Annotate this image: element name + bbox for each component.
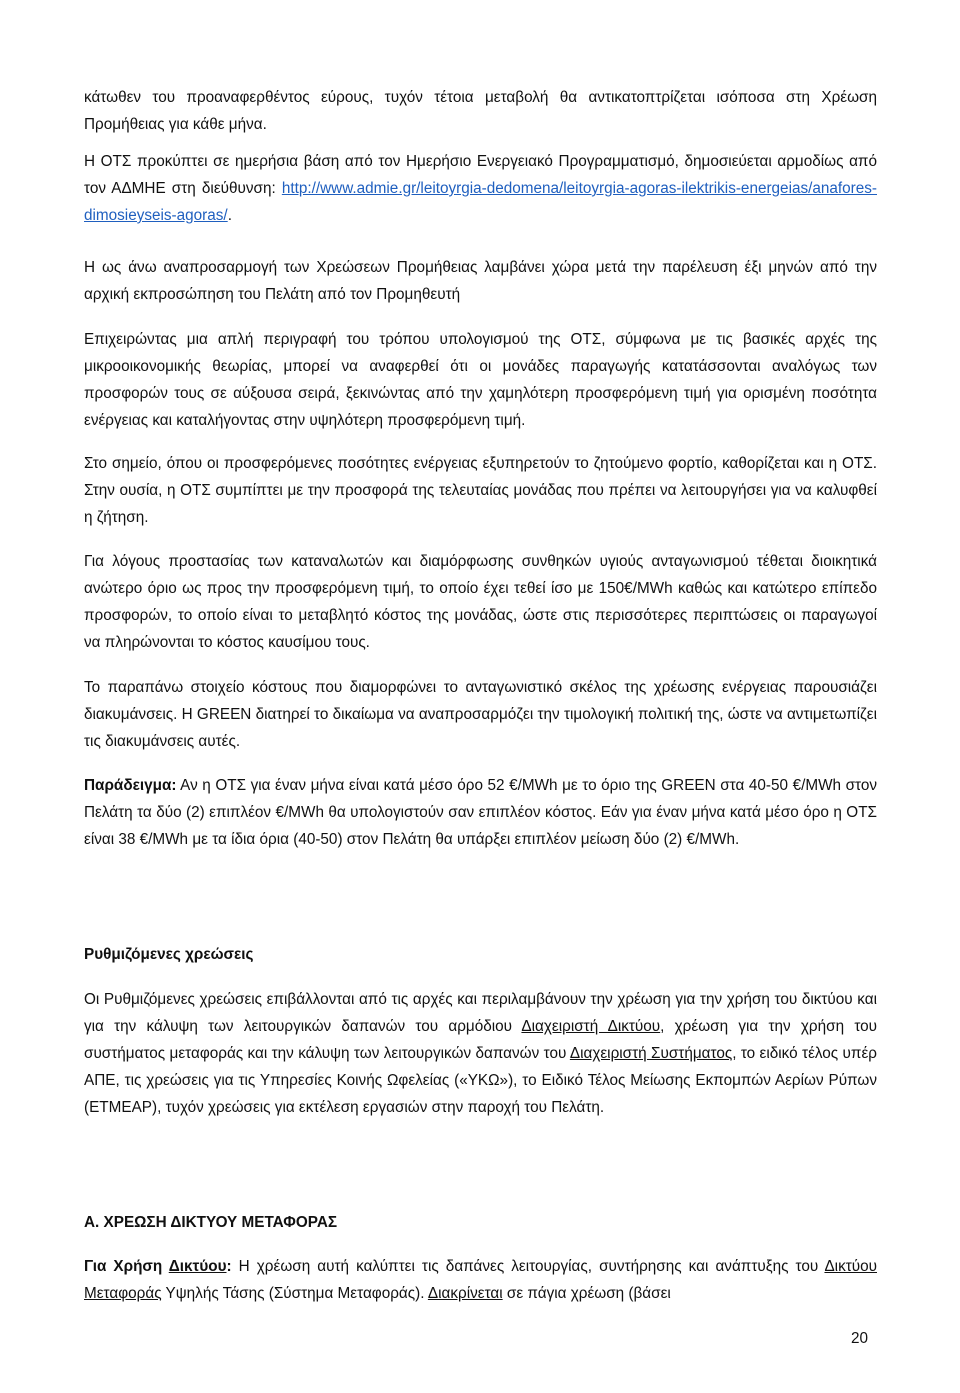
paragraph-ots-source-end: .: [227, 207, 232, 224]
paragraph-regulated-charges: [84, 986, 877, 1121]
network-use-text-1: Η χρέωση αυτή καλύπτει τις δαπάνες λειτουργίας, συντήρησης και ανάπτυξης του: [231, 1258, 825, 1275]
paragraph-example-text: Αν η ΟΤΣ για έναν μήνα είναι κατά μέσο όρο 52 €/MWh με το όριο της GREEN στα 40-50 €/MWh στον Πελάτη τα δύο (2) επιπλέον €/MWh θα υπολογιστούν σαν επιπλέον κόστος. Εάν για έναν μήνα κατά μέσο όρο η ΟΤΣ είναι 38 €/MWh με τα ίδια όρια (40-50) στον Πελάτη θα υπάρξει επιπλέον μείωση δύο (2) €/MWh.: [84, 777, 877, 848]
network-use-label-b: Δικτύου: [168, 1258, 227, 1275]
paragraph-1-text: κάτωθεν του προαναφερθέντος εύρους, τυχόν τέτοια μεταβολή θα αντικατοπτρίζεται ισόποσα στη Χρέωση Προμήθειας για κάθε μήνα.: [84, 89, 877, 133]
paragraph-1: [84, 84, 877, 138]
paragraph-ots-description: [84, 326, 877, 434]
regulated-text-2: , χρέωση για την χρήση του συστήματος μεταφοράς και την κάλυψη των λειτουργικών δαπανών του: [84, 1018, 878, 1062]
example-label: Παράδειγμα:: [84, 777, 177, 794]
transmission-network-term: Δικτύου Μεταφοράς: [84, 1258, 877, 1302]
paragraph-example: [84, 772, 877, 853]
system-operator-term: Διαχειριστή Συστήματος: [569, 1045, 733, 1062]
paragraph-ots-description-text: Επιχειρώντας μια απλή περιγραφή του τρόπου υπολογισμού της ΟΤΣ, σύμφωνα με τις βασικές αρχές της μικροοικονομικής θεωρίας, μπορεί να αναφερθεί ότι οι μονάδες παραγωγής κατατάσσονται αναλόγως των προσφορών τους σε αύξουσα σειρά, ξεκινώντας από την χαμηλότερη προσφερόμενη τιμή για ορισμένη ποσότητα ενέργειας και καταλήγοντας στην υψηλότερη προσφερόμενη τιμή.: [84, 331, 877, 429]
paragraph-consumer-protection: [84, 548, 877, 656]
paragraph-cost-element-text: Το παραπάνω στοιχείο κόστους που διαμορφώνει το ανταγωνιστικό σκέλος της χρέωσης ενέργειας παρουσιάζει διακυμάνσεις. Η GREEN διατηρεί το δικαίωμα να αναπροσαρμόζει την τιμολογική πολιτική της, ώστε να αντιμετωπίζει τις διακυμάνσεις αυτές.: [84, 679, 877, 750]
regulated-text-1: Οι Ρυθμιζόμενες χρεώσεις επιβάλλονται από τις αρχές και περιλαμβάνουν την χρέωση για την χρήση του δικτύου και για την κάλυψη των λειτουργικών δαπανών του αρμόδιου: [84, 991, 877, 1035]
heading-transmission-network-charge: Α. ΧΡΕΩΣΗ ΔΙΚΤΥΟΥ ΜΕΤΑΦΟΡΑΣ: [84, 1214, 338, 1231]
paragraph-cost-element: [84, 674, 877, 755]
network-use-text-3: σε πάγια χρέωση (βάσει: [502, 1285, 671, 1302]
paragraph-adjustment-text: Η ως άνω αναπροσαρμογή των Χρεώσεων Προμήθειας λαμβάνει χώρα μετά την παρέλευση έξι μηνών από την αρχική εκπροσώπηση του Πελάτη από τον Προμηθευτή: [84, 259, 877, 303]
page-number: 20: [851, 1330, 869, 1347]
paragraph-ots-source: [84, 148, 877, 229]
network-use-label-a: Για Χρήση: [84, 1258, 169, 1275]
paragraph-consumer-protection-text: Για λόγους προστασίας των καταναλωτών και διαμόρφωσης συνθηκών υγιούς ανταγωνισμού τέθεται διοικητικά ανώτερο όριο ως προς την προσφερόμενη τιμή, το οποίο έχει τεθεί ίσο με 150€/MWh καθώς και κατώτερο επίπεδο προσφορών, το οποίο είναι το μεταβλητό κόστος της μονάδας, ώστε στις περισσότερες περιπτώσεις οι παραγωγοί να πληρώνονται το κόστος καυσίμου τους.: [84, 553, 877, 651]
paragraph-ots-point-text: Στο σημείο, όπου οι προσφερόμενες ποσότητες ενέργειας εξυπηρετούν το ζητούμενο φορτίο, καθορίζεται και η ΟΤΣ. Στην ουσία, η ΟΤΣ συμπίπτει με την προσφορά της τελευταίας μονάδας που πρέπει να λειτουργήσει για να καλυφθεί η ζήτηση.: [84, 455, 877, 526]
paragraph-ots-point: [84, 450, 877, 531]
paragraph-adjustment: [84, 254, 877, 308]
network-use-text-2: Υψηλής Τάσης (Σύστημα Μεταφοράς).: [161, 1285, 428, 1302]
heading-regulated-charges: Ρυθμιζόμενες χρεώσεις: [84, 946, 254, 963]
network-operator-term: Διαχειριστή Δικτύου: [521, 1018, 661, 1035]
network-use-label-c: :: [226, 1258, 232, 1275]
admie-link[interactable]: http://www.admie.gr/leitoyrgia-dedomena/leitoyrgia-agoras-ilektrikis-energeias/anafores-dimosieyseis-agoras/: [84, 180, 877, 224]
distinguished-term: Διακρίνεται: [427, 1285, 503, 1302]
regulated-text-3: , το ειδικό τέλος υπέρ ΑΠΕ, τις χρεώσεις για τις Υπηρεσίες Κοινής Ωφελείας («ΥΚΩ»), το Ειδικό Τέλος Μείωσης Εκπομπών Αερίων Ρύπων (ΕΤΜΕΑΡ), τυχόν χρεώσεις για εκτέλεση εργασιών στην παροχή του Πελάτη.: [84, 1045, 877, 1116]
paragraph-network-use: [84, 1253, 877, 1307]
paragraph-ots-source-text: Η ΟΤΣ προκύπτει σε ημερήσια βάση από τον Ημερήσιο Ενεργειακό Προγραμματισμό, δημοσιεύεται αρμοδίως από τον ΑΔΜΗΕ στη διεύθυνση:: [84, 153, 877, 197]
